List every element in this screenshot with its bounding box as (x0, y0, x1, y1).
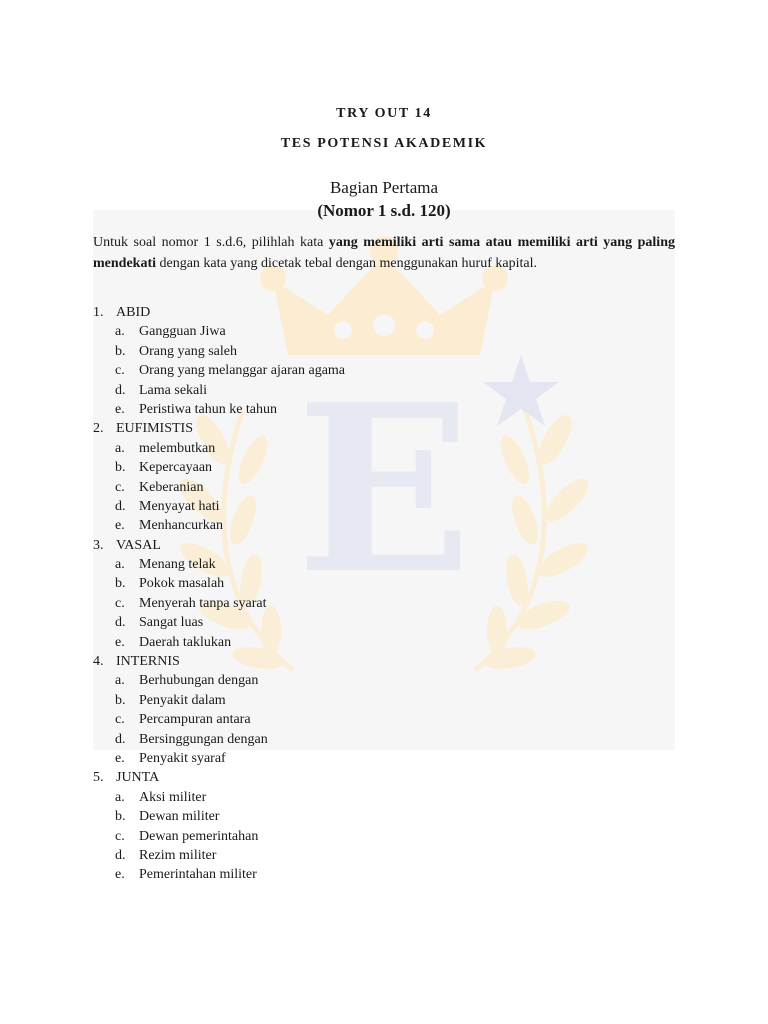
option-letter: b. (115, 576, 126, 592)
section-name: Bagian Pertama (329, 178, 439, 197)
option-text: Rezim militer (139, 847, 217, 863)
option-text: Menhancurkan (139, 518, 223, 534)
option-item (93, 788, 675, 807)
section-range: (Nomor 1 s.d. 120) (317, 201, 451, 220)
option-letter: a. (115, 789, 125, 805)
instruction-text-end: dengan kata yang dicetak tebal dengan menggunakan huruf kapital. (156, 256, 537, 271)
option-item (93, 827, 675, 846)
option-letter: d. (115, 615, 126, 631)
option-item (93, 400, 675, 419)
question-word: INTERNIS (116, 654, 180, 670)
option-letter: e. (115, 518, 125, 534)
option-item (93, 865, 675, 884)
option-letter: a. (115, 324, 125, 340)
question-5 (93, 768, 675, 884)
option-letter: b. (115, 692, 126, 708)
option-item (93, 361, 675, 380)
option-text: Percampuran antara (139, 712, 251, 728)
option-list (93, 788, 675, 885)
option-list (93, 322, 675, 419)
option-item (93, 671, 675, 690)
option-text: Daerah taklukan (139, 634, 232, 650)
option-text: Penyakit dalam (139, 692, 226, 708)
question-3 (93, 536, 675, 652)
option-text: Orang yang melanggar ajaran agama (139, 363, 346, 379)
option-item (93, 730, 675, 749)
option-text: Sangat luas (139, 615, 204, 631)
option-list (93, 671, 675, 768)
option-text: Menang telak (139, 557, 216, 573)
option-item (93, 691, 675, 710)
option-item (93, 458, 675, 477)
option-letter: e. (115, 750, 125, 766)
question-word: JUNTA (116, 770, 160, 786)
option-item (93, 613, 675, 632)
option-text: Menyayat hati (139, 498, 220, 514)
question-number: 4. (93, 654, 104, 670)
option-item (93, 846, 675, 865)
option-text: Dewan militer (139, 809, 220, 825)
option-text: Bersinggungan dengan (139, 731, 268, 747)
option-letter: d. (115, 382, 126, 398)
option-letter: a. (115, 440, 125, 456)
question-number: 3. (93, 537, 104, 553)
option-item (93, 516, 675, 535)
instruction-text-start: Untuk soal nomor 1 s.d.6, pilihlah kata (93, 235, 329, 250)
option-letter: d. (115, 498, 126, 514)
option-letter: b. (115, 343, 126, 359)
option-text: Berhubungan dengan (139, 673, 259, 689)
option-letter: e. (115, 401, 125, 417)
instruction-emphasis: yang memiliki arti sama atau memiliki arti yang paling mendekati (93, 235, 675, 271)
option-letter: a. (115, 673, 125, 689)
option-item (93, 555, 675, 574)
option-text: Lama sekali (139, 382, 208, 398)
question-list (93, 303, 675, 885)
option-text: Penyakit syaraf (139, 750, 226, 766)
question-number: 5. (93, 770, 104, 786)
document-subtitle: TES POTENSI AKADEMIK (280, 136, 488, 151)
option-letter: b. (115, 460, 126, 476)
option-letter: b. (115, 809, 126, 825)
document-title: TRY OUT 14 (336, 106, 432, 121)
option-text: Gangguan Jiwa (139, 324, 226, 340)
question-word: VASAL (116, 537, 161, 553)
option-letter: d. (115, 847, 126, 863)
option-item (93, 322, 675, 341)
option-letter: c. (115, 363, 125, 379)
question-1 (93, 303, 675, 419)
option-letter: c. (115, 595, 125, 611)
option-text: melembutkan (139, 440, 216, 456)
question-number: 1. (93, 305, 104, 320)
option-item (93, 439, 675, 458)
option-text: Menyerah tanpa syarat (139, 595, 267, 611)
option-item (93, 381, 675, 400)
option-item (93, 633, 675, 652)
option-item (93, 574, 675, 593)
question-word: EUFIMISTIS (116, 421, 194, 437)
option-letter: a. (115, 557, 125, 573)
option-item (93, 594, 675, 613)
option-letter: c. (115, 479, 125, 495)
option-text: Dewan pemerintahan (139, 828, 259, 844)
question-2 (93, 419, 675, 535)
option-item (93, 749, 675, 768)
option-item (93, 342, 675, 361)
option-letter: e. (115, 634, 125, 650)
question-word: ABID (116, 305, 151, 320)
instruction-paragraph (93, 232, 675, 274)
option-item (93, 478, 675, 497)
letter-e-icon: E (296, 355, 472, 625)
option-letter: e. (115, 867, 125, 883)
option-text: Kepercayaan (139, 460, 213, 476)
question-4 (93, 652, 675, 768)
option-letter: c. (115, 712, 125, 728)
option-text: Pokok masalah (139, 576, 225, 592)
option-text: Pemerintahan militer (139, 867, 257, 883)
option-list (93, 439, 675, 536)
option-item (93, 497, 675, 516)
option-list (93, 555, 675, 652)
option-letter: c. (115, 828, 125, 844)
option-letter: d. (115, 731, 126, 747)
option-text: Aksi militer (139, 789, 207, 805)
option-text: Peristiwa tahun ke tahun (139, 401, 278, 417)
option-text: Keberanian (139, 479, 204, 495)
question-number: 2. (93, 421, 104, 437)
option-item (93, 807, 675, 826)
option-text: Orang yang saleh (139, 343, 237, 359)
option-item (93, 710, 675, 729)
